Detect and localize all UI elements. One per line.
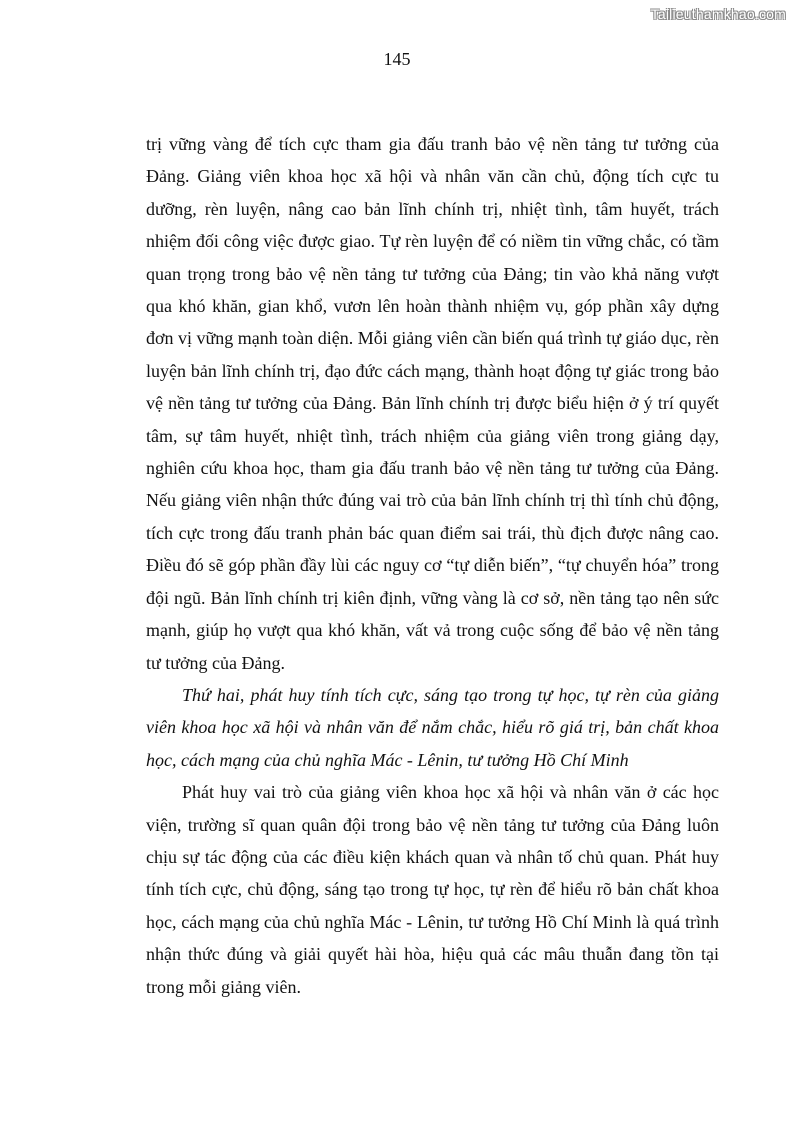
section-heading-italic: Thứ hai, phát huy tính tích cực, sáng tạo trong tự học, tự rèn của giảng viên khoa học xã hội và nhân văn để nắm chắc, hiểu rõ giá trị, bản chất khoa học, cách mạng của chủ nghĩa Mác - Lênin, tư tưởng Hồ Chí Minh xyxy=(146,684,719,770)
page-number: 145 xyxy=(383,49,411,69)
body-text xyxy=(146,128,719,1003)
watermark: Tailieuthamkhao.com xyxy=(650,6,786,22)
paragraph-1: trị vững vàng để tích cực tham gia đấu tranh bảo vệ nền tảng tư tưởng của Đảng. Giảng viên khoa học xã hội và nhân văn cần chủ, động tích cực tu dưỡng, rèn luyện, nâng cao bản lĩnh chính trị, nhiệt tình, tâm huyết, trách nhiệm đối công việc được giao. Tự rèn luyện để có niềm tin vững chắc, có tầm quan trọng trong bảo vệ nền tảng tư tưởng của Đảng; tin vào khả năng vượt qua khó khăn, gian khổ, vươn lên hoàn thành nhiệm vụ, góp phần xây dựng đơn vị vững mạnh toàn diện. Mỗi giảng viên cần biến quá trình tự giáo dục, rèn luyện bản lĩnh chính trị, đạo đức cách mạng, thành hoạt động tự giác trong bảo vệ nền tảng tư tưởng của Đảng. Bản lĩnh chính trị được biểu hiện ở ý trí quyết tâm, sự tâm huyết, nhiệt tình, trách nhiệm của giảng viên trong giảng dạy, nghiên cứu khoa học, tham gia đấu tranh bảo vệ nền tảng tư tưởng của Đảng. Nếu giảng viên nhận thức đúng vai trò của bản lĩnh chính trị thì tính chủ động, tích cực trong đấu tranh phản bác quan điểm sai trái, thù địch được nâng cao. Điều đó sẽ góp phần đầy lùi các nguy cơ “tự diễn biến”, “tự chuyển hóa” trong đội ngũ. Bản lĩnh chính trị kiên định, vững vàng là cơ sở, nền tảng tạo nên sức mạnh, giúp họ vượt qua khó khăn, vất vả trong cuộc sống để bảo vệ nền tảng tư tưởng của Đảng. xyxy=(146,134,719,673)
paragraph-3: Phát huy vai trò của giảng viên khoa học xã hội và nhân văn ở các học viện, trường sĩ quan quân đội trong bảo vệ nền tảng tư tưởng của Đảng luôn chịu sự tác động của các điều kiện khách quan và nhân tố chủ quan. Phát huy tính tích cực, chủ động, sáng tạo trong tự học, tự rèn để hiểu rõ bản chất khoa học, cách mạng của chủ nghĩa Mác - Lênin, tư tưởng Hồ Chí Minh là quá trình nhận thức đúng và giải quyết hài hòa, hiệu quả các mâu thuẫn đang tồn tại trong mỗi giảng viên. xyxy=(146,782,719,997)
